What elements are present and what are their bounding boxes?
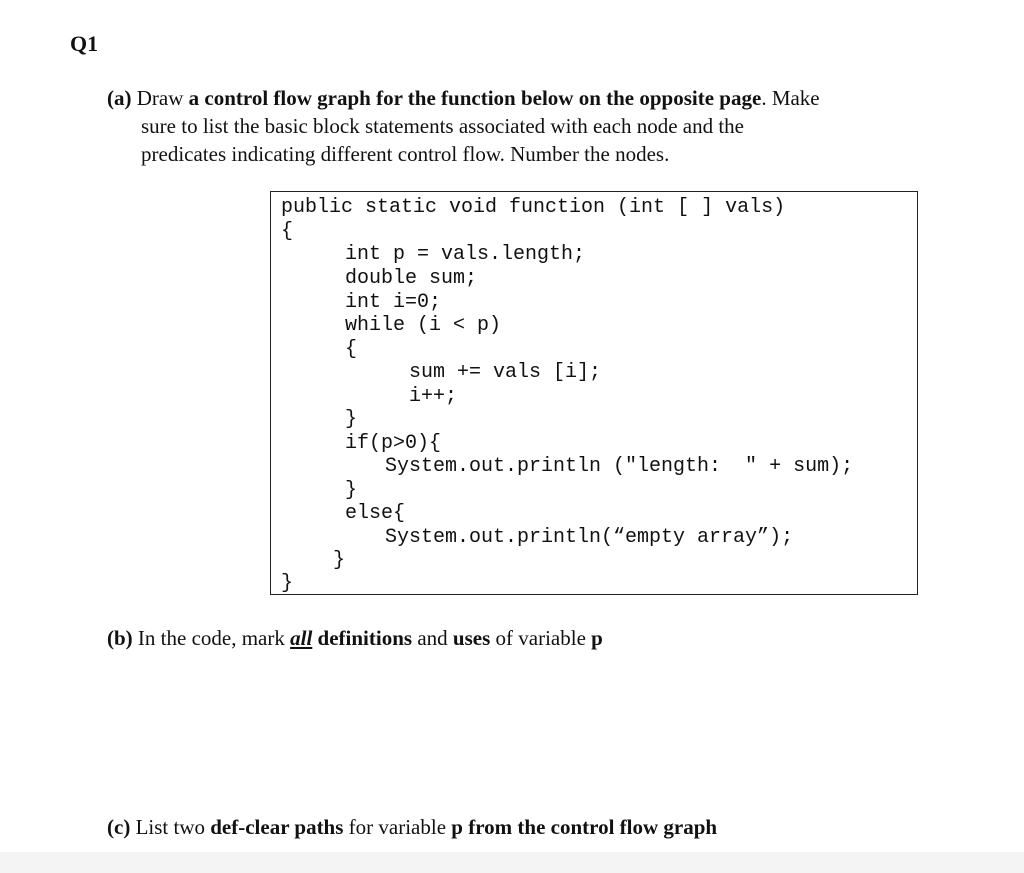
part-b-text-4: of variable	[490, 626, 592, 650]
part-a-label: (a)	[107, 86, 132, 110]
code-line-17: }	[281, 572, 294, 595]
code-line-6: while (i < p)	[345, 314, 502, 337]
part-b-bold-3: p	[591, 626, 603, 650]
code-line-3: int p = vals.length;	[345, 243, 586, 266]
code-line-13: }	[345, 479, 358, 502]
part-c-label: (c)	[107, 815, 131, 839]
part-b-emphasis: all	[290, 626, 313, 650]
code-line-1: public static void function (int [ ] vals)	[281, 196, 786, 219]
code-line-12: System.out.println ("length: " + sum);	[385, 455, 854, 478]
part-b-text-1: In the code, mark	[132, 626, 291, 650]
question-number: Q1	[70, 31, 99, 56]
code-line-8: sum += vals [i];	[409, 361, 602, 384]
code-line-10: }	[345, 408, 358, 431]
page-bottom-band	[0, 852, 1024, 873]
code-line-9: i++;	[409, 385, 458, 408]
part-a-prompt	[107, 84, 907, 168]
part-c-bold-2: p from the control flow graph	[451, 815, 718, 839]
part-c-bold-1: def-clear paths	[210, 815, 344, 839]
code-line-16: }	[333, 549, 346, 572]
code-line-14: else{	[345, 502, 406, 525]
part-a-bold-1: a control flow graph for the function below on the opposite page	[188, 86, 762, 110]
part-b-label: (b)	[107, 626, 133, 650]
code-line-7: {	[345, 338, 358, 361]
part-b-text-3: and	[412, 626, 453, 650]
part-a-text-1: Draw	[131, 86, 189, 110]
code-line-15: System.out.println(“empty array”);	[385, 526, 794, 549]
code-line-2: {	[281, 220, 294, 243]
part-a-line-3: predicates indicating different control flow. Number the nodes.	[141, 142, 670, 166]
code-line-11: if(p>0){	[345, 432, 442, 455]
part-c-text-1: List two	[130, 815, 211, 839]
part-b-bold-1: definitions	[317, 626, 413, 650]
part-a-line-2: sure to list the basic block statements associated with each node and the	[141, 114, 744, 138]
part-c-prompt	[107, 813, 717, 841]
code-line-4: double sum;	[345, 267, 478, 290]
part-b-bold-2: uses	[452, 626, 491, 650]
code-listing-box	[270, 191, 918, 595]
part-a-text-2: . Make	[761, 86, 820, 110]
part-c-text-2: for variable	[343, 815, 452, 839]
code-line-5: int i=0;	[345, 291, 442, 314]
part-b-prompt	[107, 624, 603, 652]
